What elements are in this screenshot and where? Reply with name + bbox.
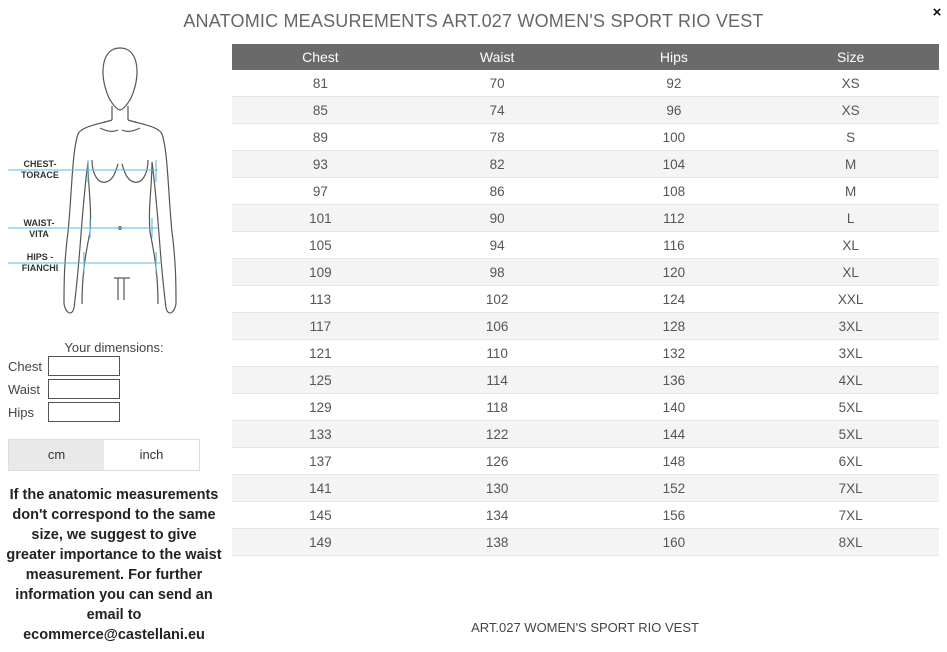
table-cell: 144 — [586, 421, 763, 448]
table-cell: 145 — [232, 502, 409, 529]
table-cell: 148 — [586, 448, 763, 475]
table-row — [232, 340, 939, 367]
table-cell: 109 — [232, 259, 409, 286]
chest-label-alt: TORACE — [21, 170, 59, 180]
table-cell: 152 — [586, 475, 763, 502]
table-cell: 110 — [409, 340, 586, 367]
size-table — [232, 44, 939, 556]
table-row — [232, 448, 939, 475]
table-cell: 102 — [409, 286, 586, 313]
table-row — [232, 502, 939, 529]
table-cell: 3XL — [762, 340, 939, 367]
table-cell: 98 — [409, 259, 586, 286]
table-cell: XXL — [762, 286, 939, 313]
table-row — [232, 151, 939, 178]
table-cell: 133 — [232, 421, 409, 448]
dimensions-title: Your dimensions: — [64, 340, 164, 355]
chest-input[interactable] — [48, 356, 120, 376]
table-cell: 92 — [586, 70, 763, 97]
table-cell: XL — [762, 259, 939, 286]
table-cell: 104 — [586, 151, 763, 178]
hips-label: HIPS - — [26, 252, 54, 262]
table-row — [232, 124, 939, 151]
table-cell: 141 — [232, 475, 409, 502]
table-row — [232, 178, 939, 205]
table-cell: 74 — [409, 97, 586, 124]
table-cell: 93 — [232, 151, 409, 178]
table-cell: 96 — [586, 97, 763, 124]
hips-label-alt: FIANCHI — [21, 263, 59, 273]
table-cell: 101 — [232, 205, 409, 232]
waist-label-alt: VITA — [29, 229, 49, 239]
table-row — [232, 232, 939, 259]
table-cell: 137 — [232, 448, 409, 475]
table-cell: 89 — [232, 124, 409, 151]
unit-inch-button[interactable]: inch — [139, 447, 164, 462]
table-row — [232, 313, 939, 340]
column-header-chest: Chest — [232, 44, 409, 70]
table-cell: 124 — [586, 286, 763, 313]
table-cell: 86 — [409, 178, 586, 205]
table-cell: 90 — [409, 205, 586, 232]
table-cell: 7XL — [762, 502, 939, 529]
table-cell: 100 — [586, 124, 763, 151]
table-row — [232, 475, 939, 502]
table-cell: M — [762, 178, 939, 205]
table-cell: XS — [762, 97, 939, 124]
table-cell: 82 — [409, 151, 586, 178]
table-cell: 136 — [586, 367, 763, 394]
chest-field-label: Chest — [8, 359, 42, 374]
column-header-waist: Waist — [409, 44, 586, 70]
waist-label: WAIST- — [23, 218, 55, 228]
size-advice-note: If the anatomic measurements don't correspond to the same size, we suggest to give greater importance to the waist measurement. For further information you can send an email to ecommerce@castellani.eu — [6, 487, 222, 643]
body-figure-illustration — [6, 42, 186, 322]
hips-field-label: Hips — [8, 405, 35, 420]
chest-label: CHEST- — [23, 159, 57, 169]
table-cell: 117 — [232, 313, 409, 340]
table-row — [232, 70, 939, 97]
unit-cm-button[interactable]: cm — [9, 440, 104, 470]
page-title: ANATOMIC MEASUREMENTS ART.027 WOMEN'S SPORT RIO VEST — [183, 11, 764, 31]
table-cell: 97 — [232, 178, 409, 205]
table-cell: 114 — [409, 367, 586, 394]
table-cell: 112 — [586, 205, 763, 232]
table-cell: XS — [762, 70, 939, 97]
table-cell: 129 — [232, 394, 409, 421]
table-cell: 125 — [232, 367, 409, 394]
table-cell: 5XL — [762, 394, 939, 421]
waist-field-label: Waist — [8, 382, 41, 397]
table-cell: 121 — [232, 340, 409, 367]
table-row — [232, 259, 939, 286]
table-cell: 3XL — [762, 313, 939, 340]
hips-input[interactable] — [48, 402, 120, 422]
table-cell: 70 — [409, 70, 586, 97]
table-cell: 156 — [586, 502, 763, 529]
table-cell: 106 — [409, 313, 586, 340]
table-header-row — [232, 44, 939, 70]
table-cell: 7XL — [762, 475, 939, 502]
table-cell: 149 — [232, 529, 409, 556]
table-cell: 118 — [409, 394, 586, 421]
table-row — [232, 367, 939, 394]
table-cell: 94 — [409, 232, 586, 259]
table-cell: 6XL — [762, 448, 939, 475]
table-cell: 113 — [232, 286, 409, 313]
table-body — [232, 70, 939, 556]
table-cell: 120 — [586, 259, 763, 286]
table-cell: 108 — [586, 178, 763, 205]
table-cell: 122 — [409, 421, 586, 448]
table-row — [232, 286, 939, 313]
table-row — [232, 97, 939, 124]
column-header-hips: Hips — [586, 44, 763, 70]
close-icon[interactable]: × — [932, 4, 942, 21]
column-header-size: Size — [762, 44, 939, 70]
table-cell: 5XL — [762, 421, 939, 448]
table-cell: 126 — [409, 448, 586, 475]
table-cell: 130 — [409, 475, 586, 502]
table-row — [232, 529, 939, 556]
table-cell: 140 — [586, 394, 763, 421]
table-cell: 81 — [232, 70, 409, 97]
table-cell: L — [762, 205, 939, 232]
unit-toggle — [8, 439, 200, 471]
table-cell: 128 — [586, 313, 763, 340]
table-cell: 8XL — [762, 529, 939, 556]
table-cell: 105 — [232, 232, 409, 259]
table-cell: 85 — [232, 97, 409, 124]
table-cell: S — [762, 124, 939, 151]
table-cell: 138 — [409, 529, 586, 556]
table-cell: 160 — [586, 529, 763, 556]
table-cell: 78 — [409, 124, 586, 151]
table-cell: XL — [762, 232, 939, 259]
table-row — [232, 205, 939, 232]
table-cell: 134 — [409, 502, 586, 529]
table-row — [232, 394, 939, 421]
table-row — [232, 421, 939, 448]
table-cell: M — [762, 151, 939, 178]
table-cell: 4XL — [762, 367, 939, 394]
table-cell: 116 — [586, 232, 763, 259]
table-cell: 132 — [586, 340, 763, 367]
waist-input[interactable] — [48, 379, 120, 399]
product-name-footer: ART.027 WOMEN'S SPORT RIO VEST — [471, 620, 699, 635]
